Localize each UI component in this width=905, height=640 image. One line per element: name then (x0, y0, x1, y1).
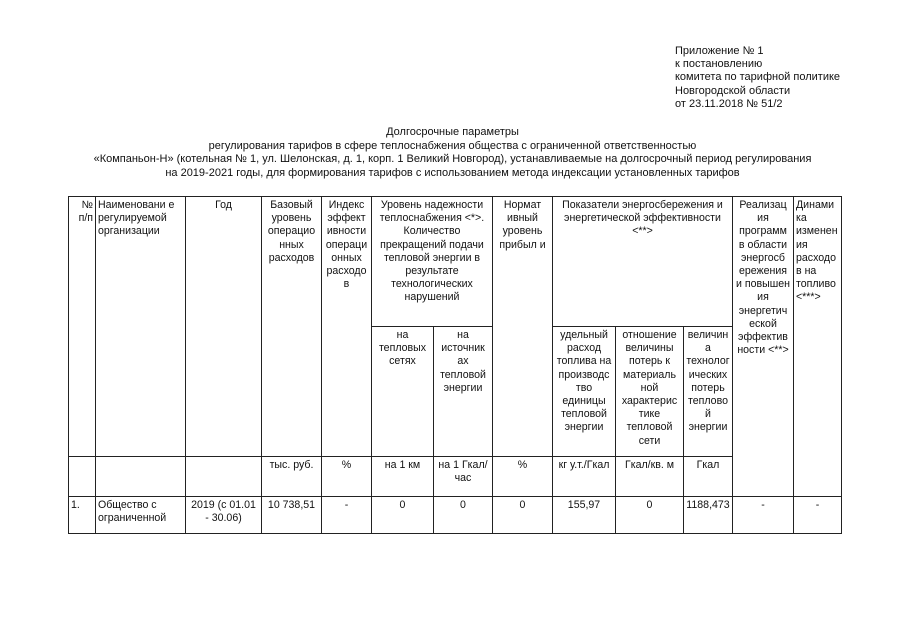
title-line: на 2019-2021 годы, для формирования тарифов с использованием метода индексации установленных тарифов (165, 166, 740, 179)
unit-empty (96, 457, 186, 497)
annex-line: комитета по тарифной политике (675, 71, 841, 84)
row-loss-ratio: 0 (616, 497, 684, 534)
row-programs: - (733, 497, 794, 534)
row-loss-value: 1188,473 (684, 497, 733, 534)
row-base-costs: 10 738,51 (262, 497, 322, 534)
annex-date-line: от 23.11.2018 № 51/2 (675, 97, 783, 110)
document-title (0, 126, 905, 180)
title-line: Долгосрочные параметры (386, 126, 519, 138)
unit-loss-ratio: Гкал/кв. м (616, 457, 684, 497)
unit-profit: % (493, 457, 553, 497)
header-efficiency-index: Индекс эффект ивности операци онных расходо в (322, 197, 372, 457)
row-year: 2019 (с 01.01 - 30.06) (186, 497, 262, 534)
header-programs: Реализац ия программ в области энергосб ережения и повышен ия энергетич еской эффектив ности <**> (733, 197, 794, 497)
header-profit-level: Нормат ивный уровень прибыл и (493, 197, 553, 457)
header-fuel-dynamics: Динами ка изменен ия расходо в на топливо <***> (794, 197, 842, 497)
header-organization: Наименовани е регулируемой организации (96, 197, 186, 457)
header-reliability-sources: на источник ах тепловой энергии (434, 327, 493, 457)
unit-fuel: кг у.т./Гкал (553, 457, 616, 497)
row-reliability-sources: 0 (434, 497, 493, 534)
title-line: регулирования тарифов в сфере теплоснабжения общества с ограниченной ответственностью (208, 139, 697, 152)
annex-line: Новгородской области (675, 84, 791, 97)
header-number: № п/п (69, 197, 96, 457)
row-profit-level: 0 (493, 497, 553, 534)
unit-base: тыс. руб. (262, 457, 322, 497)
row-number: 1. (69, 497, 96, 534)
header-loss-value: величин а технолог ических потерь теплово й энергии (684, 327, 733, 457)
row-organization: Общество с ограниченной (96, 497, 186, 534)
annex-line: к постановлению (675, 58, 763, 71)
unit-empty (186, 457, 262, 497)
unit-loss-value: Гкал (684, 457, 733, 497)
annex-line: Приложение № 1 (675, 45, 764, 57)
header-loss-ratio: отношение величины потерь к материаль ной характерис тике тепловой сети (616, 327, 684, 457)
parameters-table (68, 196, 842, 534)
unit-nets: на 1 км (372, 457, 434, 497)
header-fuel-consumption: удельный расход топлива на производс тво единицы тепловой энергии (553, 327, 616, 457)
header-energy-efficiency: Показатели энергосбережения и энергетической эффективности <**> (553, 197, 733, 327)
annex-block (675, 45, 840, 111)
row-fuel-dynamics: - (794, 497, 842, 534)
row-reliability-nets: 0 (372, 497, 434, 534)
header-reliability-nets: на тепловых сетях (372, 327, 434, 457)
row-efficiency-index: - (322, 497, 372, 534)
header-year: Год (186, 197, 262, 457)
unit-sources: на 1 Гкал/час (434, 457, 493, 497)
title-line: «Компаньон-Н» (котельная № 1, ул. Шелонская, д. 1, корп. 1 Великий Новгород), устанавливаемые на долгосрочный период регулирования (93, 153, 812, 166)
header-base-costs: Базовый уровень операцио нных расходов (262, 197, 322, 457)
row-fuel-consumption: 155,97 (553, 497, 616, 534)
unit-empty (69, 457, 96, 497)
unit-index: % (322, 457, 372, 497)
header-reliability: Уровень надежности теплоснабжения <*>. Количество прекращений подачи тепловой энергии в результате технологических нарушений (372, 197, 493, 327)
